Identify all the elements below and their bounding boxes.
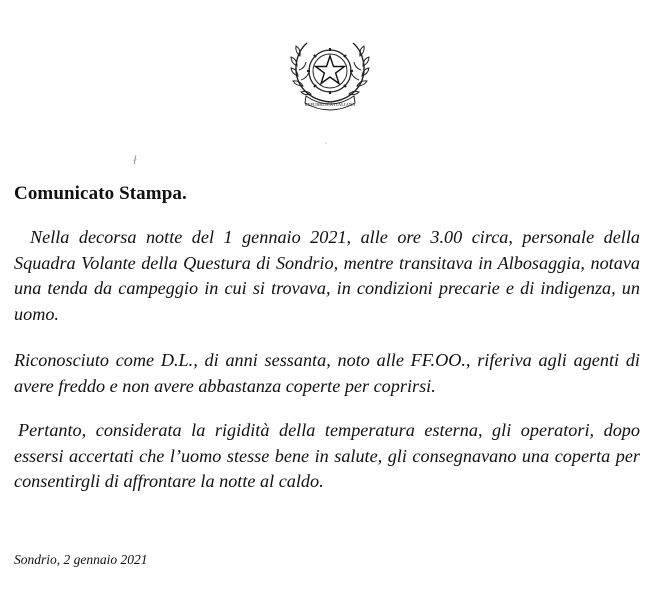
body-paragraph-1: Nella decorsa notte del 1 gennaio 2021, alle ore 3.00 circa, personale della Squadra Volante della Questura di Sondrio, mentre transitava in Albosaggia, notava una tenda da campeggio in cui si trovava, in condizioni precarie e di indigenza, un uomo. [14, 227, 640, 324]
emblem-motto: REPUBBLICA ITALIANA [304, 102, 356, 107]
italian-republic-emblem-icon [287, 36, 373, 112]
body-paragraph-2: Riconosciuto come D.L., di anni sessanta, noto alle FF.OO., riferiva agli agenti di avere freddo e non avere abbastanza coperte per coprirsi. [14, 350, 640, 396]
scan-mark: · [325, 138, 328, 148]
page-title: Comunicato Stampa. [14, 183, 187, 204]
place-date-signature: Sondrio, 2 gennaio 2021 [14, 552, 148, 567]
scan-mark: ł [133, 152, 137, 167]
body-paragraph-3: Pertanto, considerata la rigidità della temperatura esterna, gli operatori, dopo essersi accertati che l’uomo stesse bene in salute, gli consegnavano una coperta per consentirgli di affrontare la notte al caldo. [14, 420, 640, 491]
